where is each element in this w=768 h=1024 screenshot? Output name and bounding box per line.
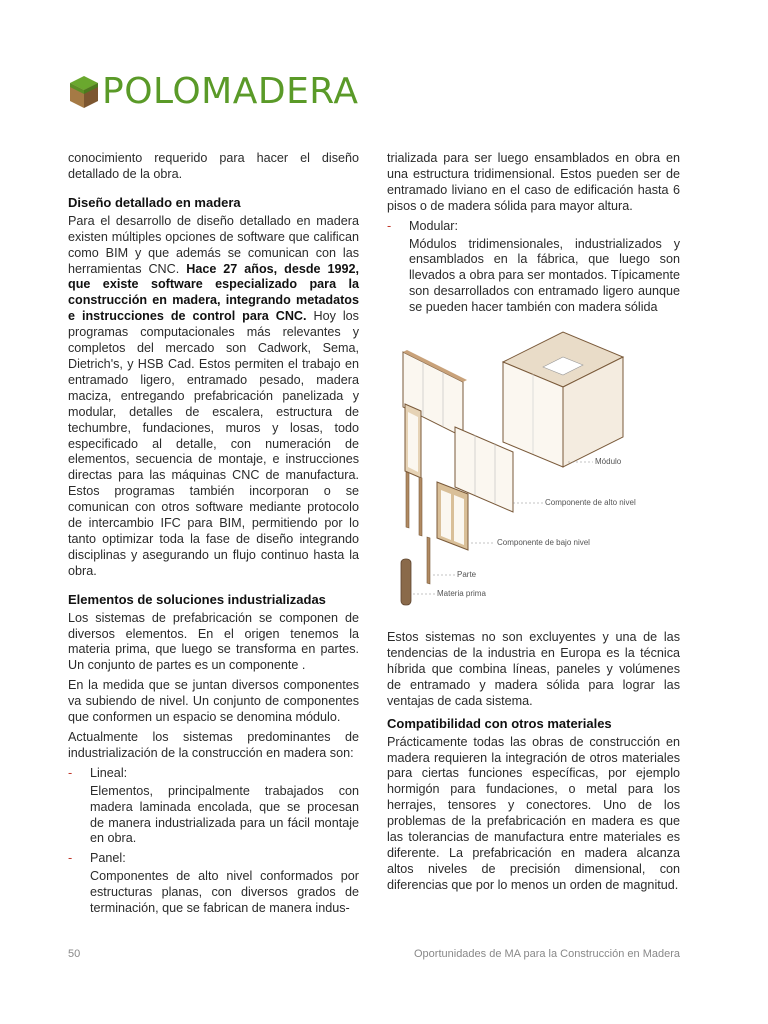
list-item	[68, 766, 359, 782]
exploded-module-illustration	[393, 322, 653, 622]
paragraph	[68, 214, 359, 580]
label-materia-prima: Materia prima	[437, 589, 486, 599]
section-heading: Diseño detallado en madera	[68, 194, 241, 210]
running-footer-title: Oportunidades de MA para la Construcción en Madera	[414, 948, 680, 960]
paragraph: Los sistemas de prefabricación se componen de diversos elementos. En el origen tenemos la materia prima, que luego se transforma en partes. Un conjunto de partes es un componente .	[68, 610, 359, 673]
paragraph: trializada para ser luego ensamblados en obra en una estructura tridimensional. Estos pueden ser de entramado liviano en el caso de edificación hasta 6 pisos o de madera sólida para mayor altura.	[387, 151, 680, 213]
label-modulo: Módulo	[595, 457, 622, 467]
wood-grass-cube-icon	[68, 74, 100, 110]
right-column	[387, 151, 680, 898]
dash-bullet: -	[68, 765, 73, 780]
list-item-body: Elementos, principalmente trabajados con madera laminada encolada, que se procesan de manera industrializada para un fácil montaje en obra.	[90, 783, 359, 846]
section-heading: Elementos de soluciones industrializadas	[68, 591, 326, 607]
brand-logo	[68, 71, 359, 112]
paragraph: Prácticamente todas las obras de construcción en madera requieren la integración de otros materiales para ciertas funciones específicas, por ejemplo hormigón para fundaciones, o metal para los herrajes, tensores y conectores. Uno de los problemas de la prefabricación en madera es que las tolerancias de manufactura entre materiales es diferente. La prefabricación en madera alcanza altos niveles de precisión dimensional, con diferencias que por lo menos un orden de magnitud.	[387, 734, 680, 892]
label-bajo-nivel: Componente de bajo nivel	[497, 538, 590, 548]
paragraph: Estos sistemas no son excluyentes y una de las tendencias de la industria en Europa es la técnica híbrida que combina líneas, paneles y volúmenes de entramado y madera sólida para lograr las ventajas de cada sistema.	[387, 630, 680, 708]
text-run: Para el desarrollo de diseño detallado en madera existen múltiples opciones de software que califican como BIM y que además se comunican con las herramientas CNC.	[68, 213, 359, 276]
dash-bullet: -	[387, 218, 392, 233]
dash-bullet: -	[68, 851, 73, 866]
label-alto-nivel: Componente de alto nivel	[545, 498, 636, 508]
brand-name: POLOMADERA	[102, 71, 359, 112]
prefabrication-diagram	[393, 322, 653, 622]
section-heading: Compatibilidad con otros materiales	[387, 715, 612, 731]
label-parte: Parte	[457, 570, 477, 580]
paragraph: Actualmente los sistemas predominantes de industrialización de la construcción en madera son:	[68, 730, 359, 760]
page-number: 50	[68, 948, 81, 960]
text-run: Hoy los programas computacionales más relevantes y completos del mercado son Cadwork, Sema, Dietrich's, y HSB Cad. Estos permiten el trabajo en entramado ligero, entramado pesado, madera maciza, entregando prefabricación panelizada y modular, detalles de escalera, estructura de techumbre, fundaciones, muros y losas, todo especificado al detalle, con numeración de elementos, secuencia de montaje, e instrucciones directas para las máquinas CNC de manufactura. Estos programas también incorporan o se comunican con otros software mediante protocolo de intercambio IFC para BIM, permitiendo por lo tanto optimizar toda la fase de diseño integrando disciplinas y asegurando un flujo continuo hasta la obra.	[68, 309, 359, 578]
list-item-title: Panel:	[90, 851, 126, 866]
list-item-body: Módulos tridimensionales, industrializados y ensamblados en la fábrica, que luego son llevados a obra para ser montados. Típicamente son desarrollados con entramado ligero aunque se pueden hacer también con madera sólida	[409, 236, 680, 315]
list-item	[387, 219, 680, 235]
list-item-title: Modular:	[409, 218, 458, 233]
paragraph: conocimiento requerido para hacer el diseño detallado de la obra.	[68, 151, 359, 181]
left-column	[68, 151, 359, 921]
text-run-bold: Hace 27 años, desde 1992, que existe software especializado para la construcción en madera, integrando metadatos e instrucciones de control para CNC.	[68, 261, 359, 324]
list-item-body: Componentes de alto nivel conformados por estructuras planas, con diversos grados de terminación, que se fabrican de manera indus-	[90, 869, 359, 916]
paragraph: En la medida que se juntan diversos componentes va subiendo de nivel. Un conjunto de componentes que conformen un espacio se denomina módulo.	[68, 678, 359, 725]
list-item	[68, 851, 359, 867]
list-item-title: Lineal:	[90, 765, 128, 780]
